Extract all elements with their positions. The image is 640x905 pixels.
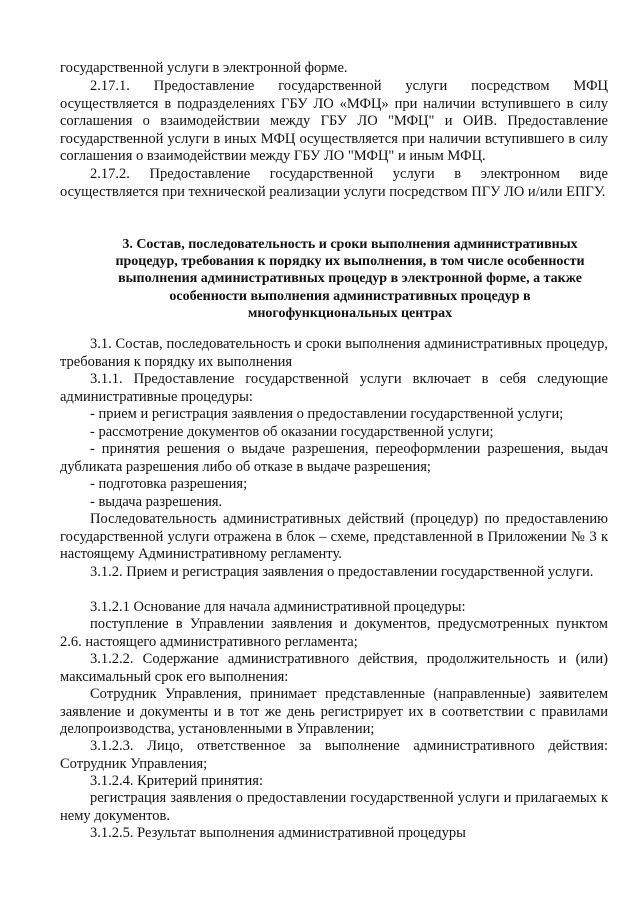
paragraph-continuation: государственной услуги в электронной форме. (60, 60, 348, 76)
paragraph-3-1-1: 3.1.1. Предоставление государственной услуги включает в себя следующие административные процедуры: (60, 371, 608, 405)
paragraph-sequence: Последовательность административных действий (процедур) по предоставлению государственной услуги отражена в блок – схеме, представленной в Приложении № 3 к настоящему Административному регламенту. (60, 511, 608, 563)
paragraph-2-17-1: 2.17.1. Предоставление государственной услуги посредством МФЦ осуществляется в подразделениях ГБУ ЛО «МФЦ» при наличии вступившего в силу соглашения о взаимодействии между ГБУ ЛО "МФЦ" и ОИВ. Предоставление государственной услуги в иных МФЦ осуществляется при наличии вступившего в силу соглашения о взаимодействии между ГБУ ЛО "МФЦ" и иным МФЦ. (60, 78, 608, 165)
list-item-issuance: - выдача разрешения. (90, 494, 223, 510)
list-item-preparation: - подготовка разрешения; (90, 476, 248, 492)
list-item-review: - рассмотрение документов об оказании государственной услуги; (90, 424, 494, 440)
list-item-reception: - прием и регистрация заявления о предоставлении государственной услуги; (90, 406, 564, 422)
paragraph-basis: поступление в Управлении заявления и документов, предусмотренных пунктом 2.6. настоящего административного регламента; (60, 616, 608, 650)
paragraph-2-17-2: 2.17.2. Предоставление государственной услуги в электронном виде осуществляется при технической реализации услуги посредством ПГУ ЛО и/или ЕПГУ. (60, 166, 608, 200)
paragraph-3-1-2-3: 3.1.2.3. Лицо, ответственное за выполнение административного действия: Сотрудник Управления; (60, 738, 608, 772)
paragraph-3-1-2-1: 3.1.2.1 Основание для начала административной процедуры: (90, 599, 466, 615)
paragraph-employee: Сотрудник Управления, принимает представленные (направленные) заявителем заявление и документы и в тот же день регистрирует их в соответствии с правилами делопроизводства, установленными в Управлении; (60, 686, 608, 738)
paragraph-registration: регистрация заявления о предоставлении государственной услуги и прилагаемых к нему документов. (60, 790, 608, 824)
paragraph-3-1-2-5: 3.1.2.5. Результат выполнения административной процедуры (90, 825, 466, 841)
list-item-decision: - принятия решения о выдаче разрешения, переоформлении разрешения, выдач дубликата разрешения либо об отказе в выдаче разрешения; (60, 441, 608, 475)
paragraph-3-1-2-2: 3.1.2.2. Содержание административного действия, продолжительность и (или) максимальный срок его выполнения: (60, 651, 608, 685)
paragraph-3-1: 3.1. Состав, последовательность и сроки выполнения административных процедур, требования к порядку их выполнения (60, 336, 608, 370)
paragraph-3-1-2-4: 3.1.2.4. Критерий принятия: (90, 773, 263, 789)
paragraph-3-1-2: 3.1.2. Прием и регистрация заявления о предоставлении государственной услуги. (90, 564, 594, 580)
section-3-heading: 3. Состав, последовательность и сроки выполнения административных процедур, требования к порядку их выполнения, в том числе особенности выполнения административных процедур в электронной форме, а также особенности выполнения административных процедур в многофункциональных центрах (115, 237, 585, 321)
